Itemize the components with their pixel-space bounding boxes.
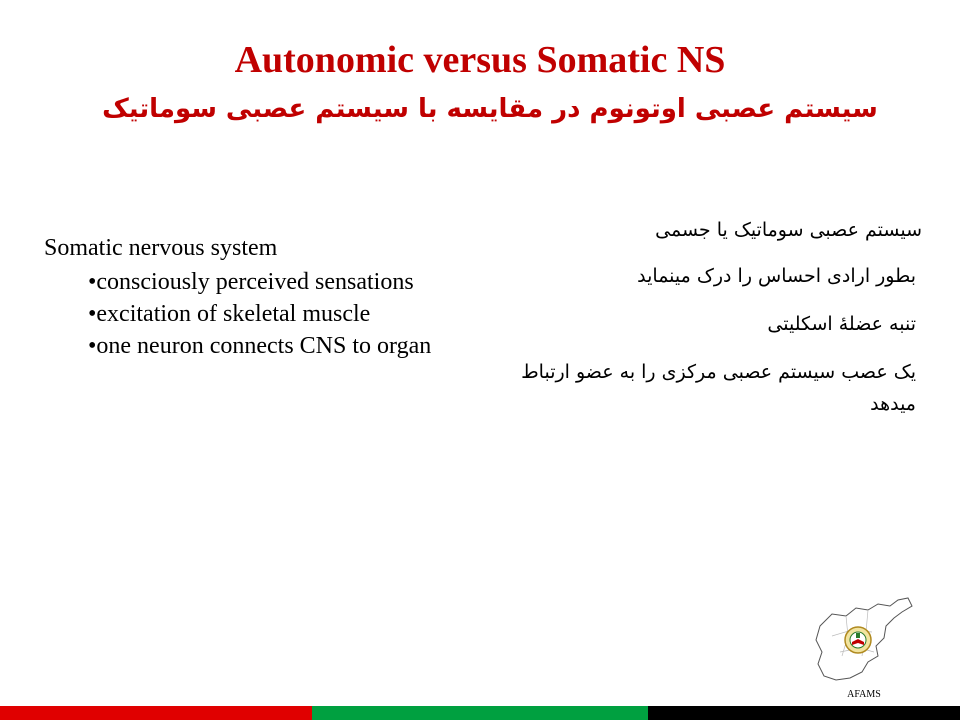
list-item: تنبه عضلهٔ اسکلیتی bbox=[767, 313, 916, 335]
bullet-mark: • bbox=[88, 269, 97, 295]
list-item-text: one neuron connects CNS to organ bbox=[96, 333, 432, 359]
list-item bbox=[88, 268, 444, 296]
somatic-english-column bbox=[44, 234, 444, 364]
afams-logo-label: AFAMS bbox=[847, 689, 881, 700]
somatic-heading-english: Somatic nervous system bbox=[44, 235, 278, 261]
list-item: بطور ارادی احساس را درک مینماید bbox=[637, 265, 916, 287]
list-item-text: consciously perceived sensations bbox=[96, 269, 414, 295]
list-item: یک عصب سیستم عصبی مرکزی را به عضو ارتباط میدهد bbox=[521, 361, 916, 415]
bar-segment-black bbox=[648, 706, 960, 720]
emblem-flag-icon bbox=[856, 633, 860, 638]
somatic-feature-list-english bbox=[44, 268, 444, 360]
bullet-mark: • bbox=[88, 301, 97, 327]
somatic-persian-column bbox=[470, 216, 922, 436]
somatic-heading-persian: سیستم عصبی سوماتیک یا جسمی bbox=[655, 219, 922, 241]
list-item bbox=[88, 300, 444, 328]
slide-title-english: Autonomic versus Somatic NS bbox=[234, 39, 726, 81]
bar-segment-green bbox=[312, 706, 648, 720]
slide-title-persian: سیستم عصبی اوتونوم در مقایسه با سیستم عصبی سوماتیک bbox=[102, 94, 878, 124]
list-item bbox=[88, 332, 444, 360]
bullet-mark: • bbox=[88, 333, 97, 359]
list-item-text: excitation of skeletal muscle bbox=[96, 301, 371, 327]
afghanistan-map-logo bbox=[812, 596, 916, 686]
bottom-color-bar bbox=[0, 706, 960, 720]
bar-segment-red bbox=[0, 706, 312, 720]
